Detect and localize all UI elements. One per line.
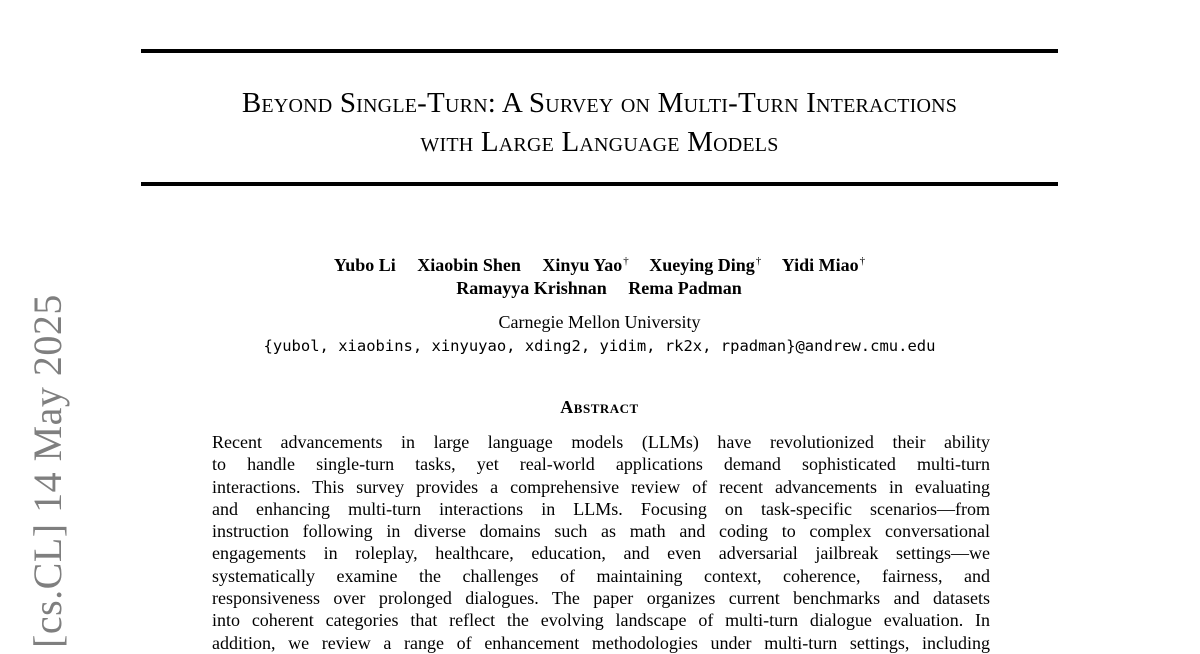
- title-rule-top: [141, 49, 1058, 53]
- abstract-line: engagements in roleplay, healthcare, education, and even adversarial jailbreak settings—we: [212, 543, 990, 564]
- abstract-line: systematically examine the challenges of maintaining context, coherence, fairness, and: [212, 565, 990, 586]
- arxiv-side-stamp: [cs.CL] 14 May 2025: [25, 294, 70, 648]
- affiliation: Carnegie Mellon University: [498, 312, 701, 332]
- paper-title-line-1: Beyond Single-Turn: A Survey on Multi-Turn Interactions: [241, 87, 958, 119]
- abstract-line: addition, we review a range of enhancement methodologies under multi-turn settings, including: [212, 632, 990, 653]
- abstract-line: and enhancing multi-turn interactions in LLMs. Focusing on task-specific scenarios—from: [212, 498, 990, 519]
- abstract-body: [212, 431, 990, 653]
- author: Xiaobin Shen: [417, 255, 521, 275]
- author: Rema Padman: [628, 278, 742, 298]
- author: Yubo Li: [333, 255, 396, 275]
- author: Xinyu Yao†: [542, 255, 629, 275]
- title-rule-bottom: [141, 182, 1058, 186]
- abstract-line: interactions. This survey provides a comprehensive review of recent advancements in evaluating: [212, 476, 990, 497]
- author-list-row-2: [141, 277, 1058, 299]
- abstract-heading: Abstract: [560, 397, 639, 417]
- paper-title-line-2: with Large Language Models: [420, 126, 779, 158]
- abstract-line: instruction following in diverse domains such as math and coding to complex conversational: [212, 521, 990, 542]
- author-emails[interactable]: {yubol, xiaobins, xinyuyao, xding2, yidim, rk2x, rpadman}@andrew.cmu.edu: [263, 337, 936, 355]
- author: Ramayya Krishnan: [456, 278, 607, 298]
- author-list-row-1: [141, 254, 1058, 276]
- abstract-line: into coherent categories that reflect the evolving landscape of multi-turn dialogue evaluation. In: [212, 610, 990, 631]
- abstract-line: responsiveness over prolonged dialogues. The paper organizes current benchmarks and datasets: [212, 588, 990, 609]
- abstract-line: Recent advancements in large language models (LLMs) have revolutionized their ability: [212, 432, 990, 452]
- author: Yidi Miao†: [781, 255, 866, 275]
- author: Xueying Ding†: [649, 255, 762, 275]
- abstract-line: to handle single-turn tasks, yet real-world applications demand sophisticated multi-turn: [212, 454, 990, 475]
